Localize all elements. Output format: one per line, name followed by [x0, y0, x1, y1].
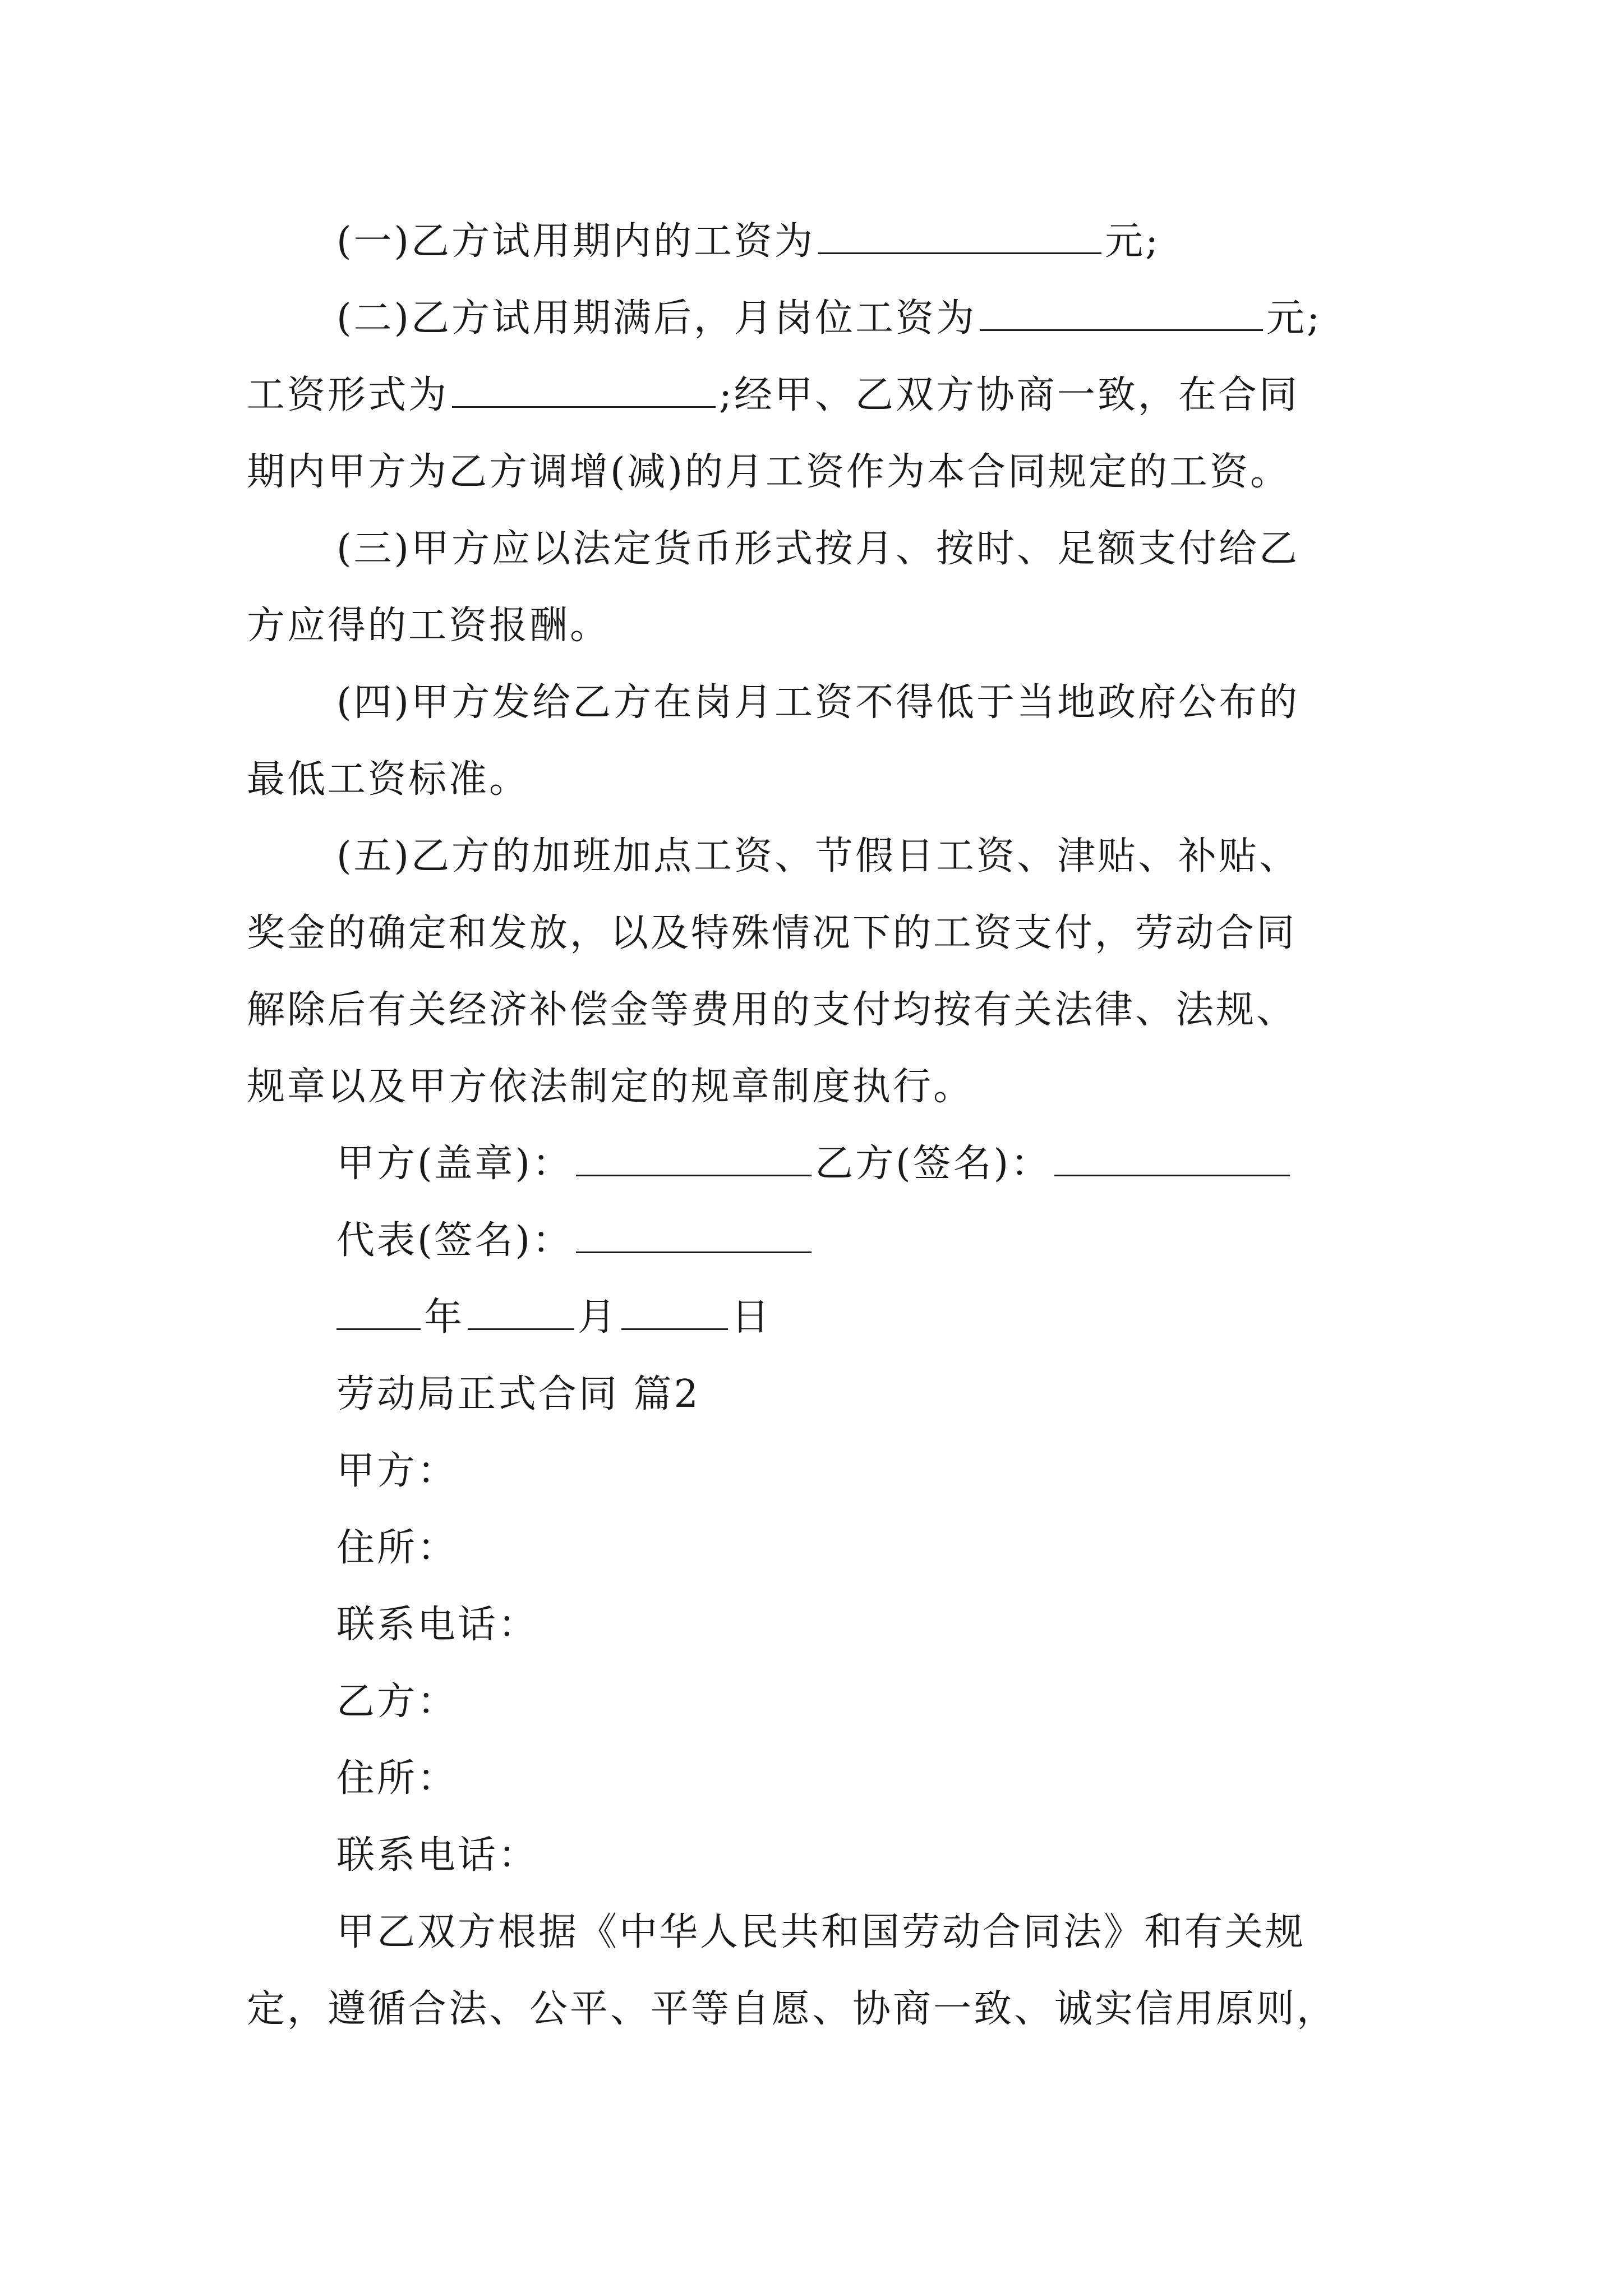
party-a-seal-label: 甲方(盖章)：: [336, 1142, 573, 1186]
month-field[interactable]: [468, 1295, 574, 1330]
clause-text: (一)乙方试用期内的工资为: [336, 219, 815, 264]
party-b-sign-label: 乙方(签名)：: [815, 1142, 1052, 1186]
clause-5-cont: 规章以及甲方依法制定的规章制度执行。: [247, 1065, 974, 1109]
representative-row: [247, 1202, 1396, 1279]
party-a-phone: 联系电话：: [336, 1603, 539, 1647]
blank-field[interactable]: [818, 219, 1101, 254]
section-title: 劳动局正式合同 篇2: [336, 1372, 700, 1416]
intro-paragraph: 甲乙双方根据《中华人民共和国劳动合同法》和有关规: [336, 1910, 1306, 1954]
clause-4-cont: 最低工资标准。: [247, 757, 530, 802]
clause-text: 元;: [1266, 296, 1322, 341]
clause-3-cont: 方应得的工资报酬。: [247, 604, 611, 648]
clause-2-cont: 期内甲方为乙方调增(减)的月工资作为本合同规定的工资。: [247, 450, 1291, 494]
intro-paragraph-cont: 定，遵循合法、公平、平等自愿、协商一致、诚实信用原则，: [247, 1987, 1338, 2031]
representative-field[interactable]: [576, 1218, 811, 1253]
clause-5: (五)乙方的加班加点工资、节假日工资、津贴、补贴、: [336, 834, 1300, 878]
party-b-sign-field[interactable]: [1054, 1141, 1290, 1176]
party-b-address: 住所：: [336, 1756, 458, 1801]
signature-row: [247, 1125, 1396, 1202]
clause-3: (三)甲方应以法定货币形式按月、按时、足额支付给乙: [336, 527, 1300, 571]
party-a-seal-field[interactable]: [576, 1141, 811, 1176]
clause-5-cont: 解除后有关经济补偿金等费用的支付均按有关法律、法规、: [247, 988, 1297, 1032]
clause-2: [247, 280, 1396, 357]
clause-text: (二)乙方试用期满后，月岗位工资为: [336, 296, 977, 341]
clause-4: (四)甲方发给乙方在岗月工资不得低于当地政府公布的: [336, 680, 1300, 725]
blank-field[interactable]: [980, 296, 1263, 331]
party-a-address: 住所：: [336, 1526, 458, 1570]
representative-label: 代表(签名)：: [336, 1218, 573, 1263]
party-b-label: 乙方：: [336, 1680, 458, 1724]
clause-text: 元;: [1105, 219, 1160, 264]
clause-2-cont: [247, 357, 1396, 434]
year-field[interactable]: [336, 1295, 421, 1330]
clause-1: [247, 203, 1396, 280]
day-label: 日: [731, 1295, 772, 1340]
date-row: [247, 1279, 1396, 1356]
month-label: 月: [578, 1295, 619, 1340]
clause-text: 工资形式为: [247, 373, 449, 417]
clause-text: ;经甲、乙双方协商一致，在合同: [719, 373, 1299, 417]
party-a-label: 甲方：: [336, 1449, 458, 1493]
party-b-phone: 联系电话：: [336, 1833, 539, 1878]
day-field[interactable]: [621, 1295, 728, 1330]
clause-5-cont: 奖金的确定和发放，以及特殊情况下的工资支付，劳动合同: [247, 911, 1297, 955]
year-label: 年: [424, 1295, 465, 1340]
document-page: [247, 203, 1396, 2047]
blank-field[interactable]: [452, 372, 716, 408]
